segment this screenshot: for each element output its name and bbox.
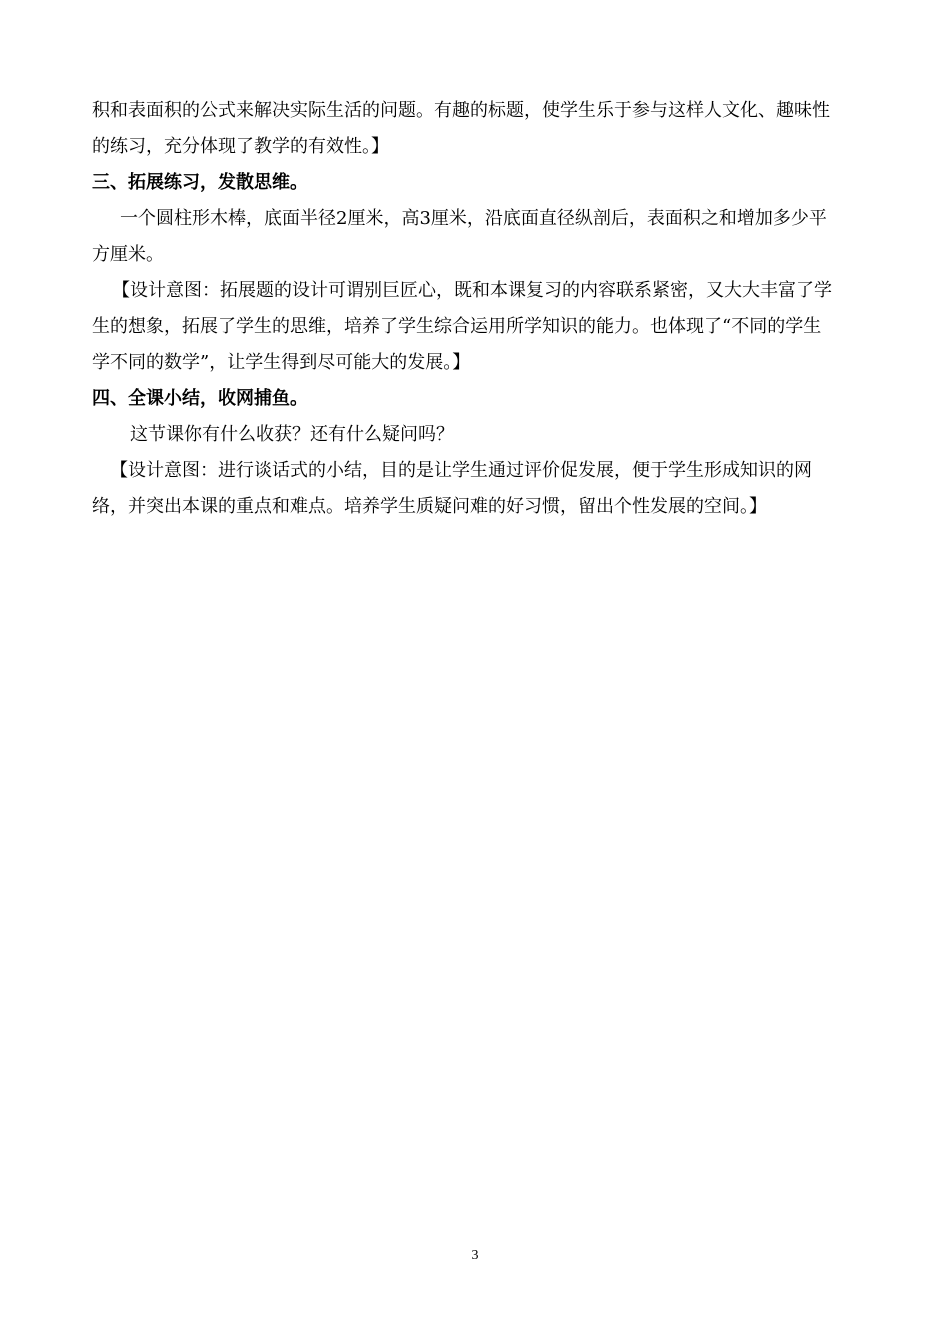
design-intent-line: 生的想象，拓展了学生的思维，培养了学生综合运用所学知识的能力。也体现了“不同的学生 (92, 316, 822, 337)
paragraph-line: 方厘米。 (92, 244, 164, 265)
section-heading-4: 四、全课小结，收网捕鱼。 (92, 388, 308, 409)
design-intent-line: 络，并突出本课的重点和难点。培养学生质疑问难的好习惯，留出个性发展的空间。】 (92, 496, 767, 517)
design-intent-line: 【设计意图：进行谈话式的小结，目的是让学生通过评价促发展，便于学生形成知识的网 (110, 460, 812, 481)
paragraph-line: 一个圆柱形木棒，底面半径2厘米，高3厘米，沿底面直径纵剖后，表面积之和增加多少平 (120, 208, 827, 229)
design-intent-line: 学不同的数学”，让学生得到尽可能大的发展。】 (92, 352, 471, 373)
page-number: 3 (471, 1248, 479, 1263)
paragraph-line: 这节课你有什么收获？还有什么疑问吗？ (130, 424, 454, 445)
document-body (92, 93, 862, 525)
paragraph-line: 的练习，充分体现了教学的有效性。】 (92, 136, 389, 157)
design-intent-line: 【设计意图：拓展题的设计可谓别巨匠心，既和本课复习的内容联系紧密，又大大丰富了学 (112, 280, 832, 301)
section-heading-3: 三、拓展练习，发散思维。 (92, 172, 308, 193)
paragraph-line: 积和表面积的公式来解决实际生活的问题。有趣的标题，使学生乐于参与这样人文化、趣味性 (92, 100, 830, 121)
